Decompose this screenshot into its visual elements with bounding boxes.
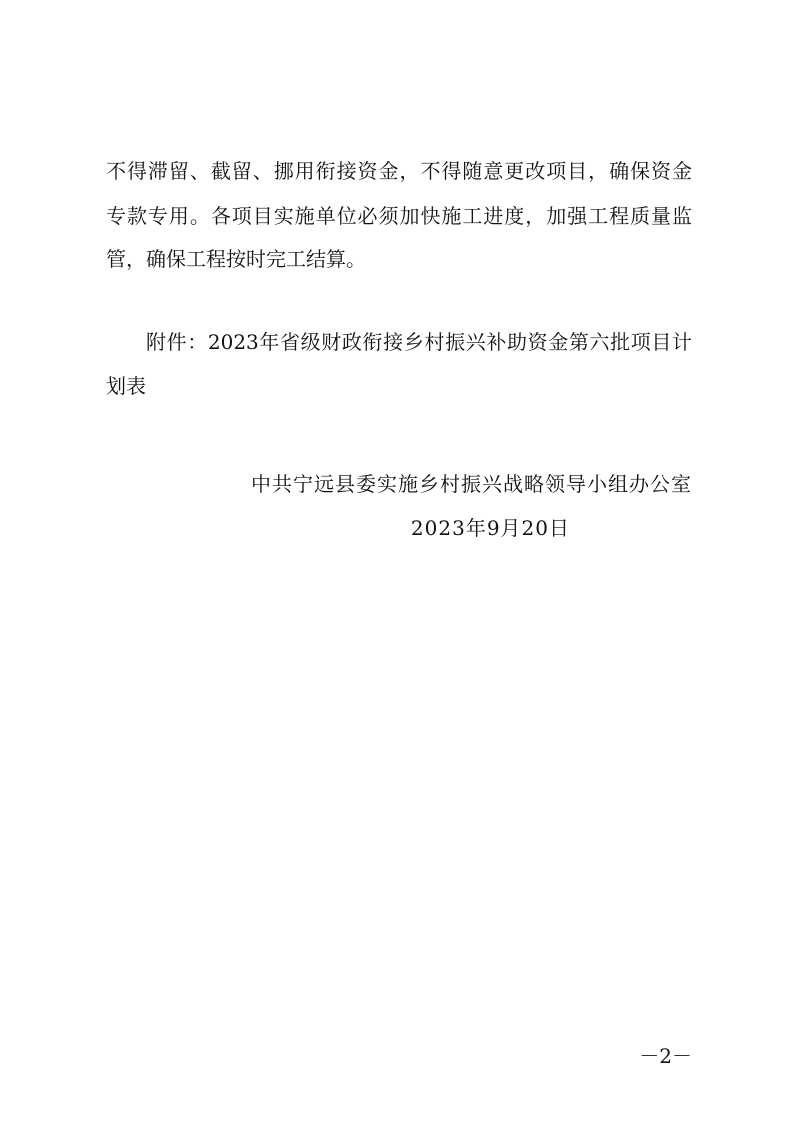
attachment-line-2: 划表 [106, 374, 146, 398]
attachment-line-1: 附件：2023年省级财政衔接乡村振兴补助资金第六批项目计 [146, 330, 692, 354]
signature-date: 2023年9月20日 [410, 516, 570, 540]
page-number: －2－ [639, 1044, 692, 1068]
paragraph-line-1: 不得滞留、截留、挪用衔接资金，不得随意更改项目，确保资金 [106, 159, 692, 183]
paragraph-line-2: 专款专用。各项目实施单位必须加快施工进度，加强工程质量监 [106, 204, 692, 228]
signature-organization: 中共宁远县委实施乡村振兴战略领导小组办公室 [251, 472, 692, 496]
paragraph-line-3: 管，确保工程按时完工结算。 [106, 247, 366, 271]
